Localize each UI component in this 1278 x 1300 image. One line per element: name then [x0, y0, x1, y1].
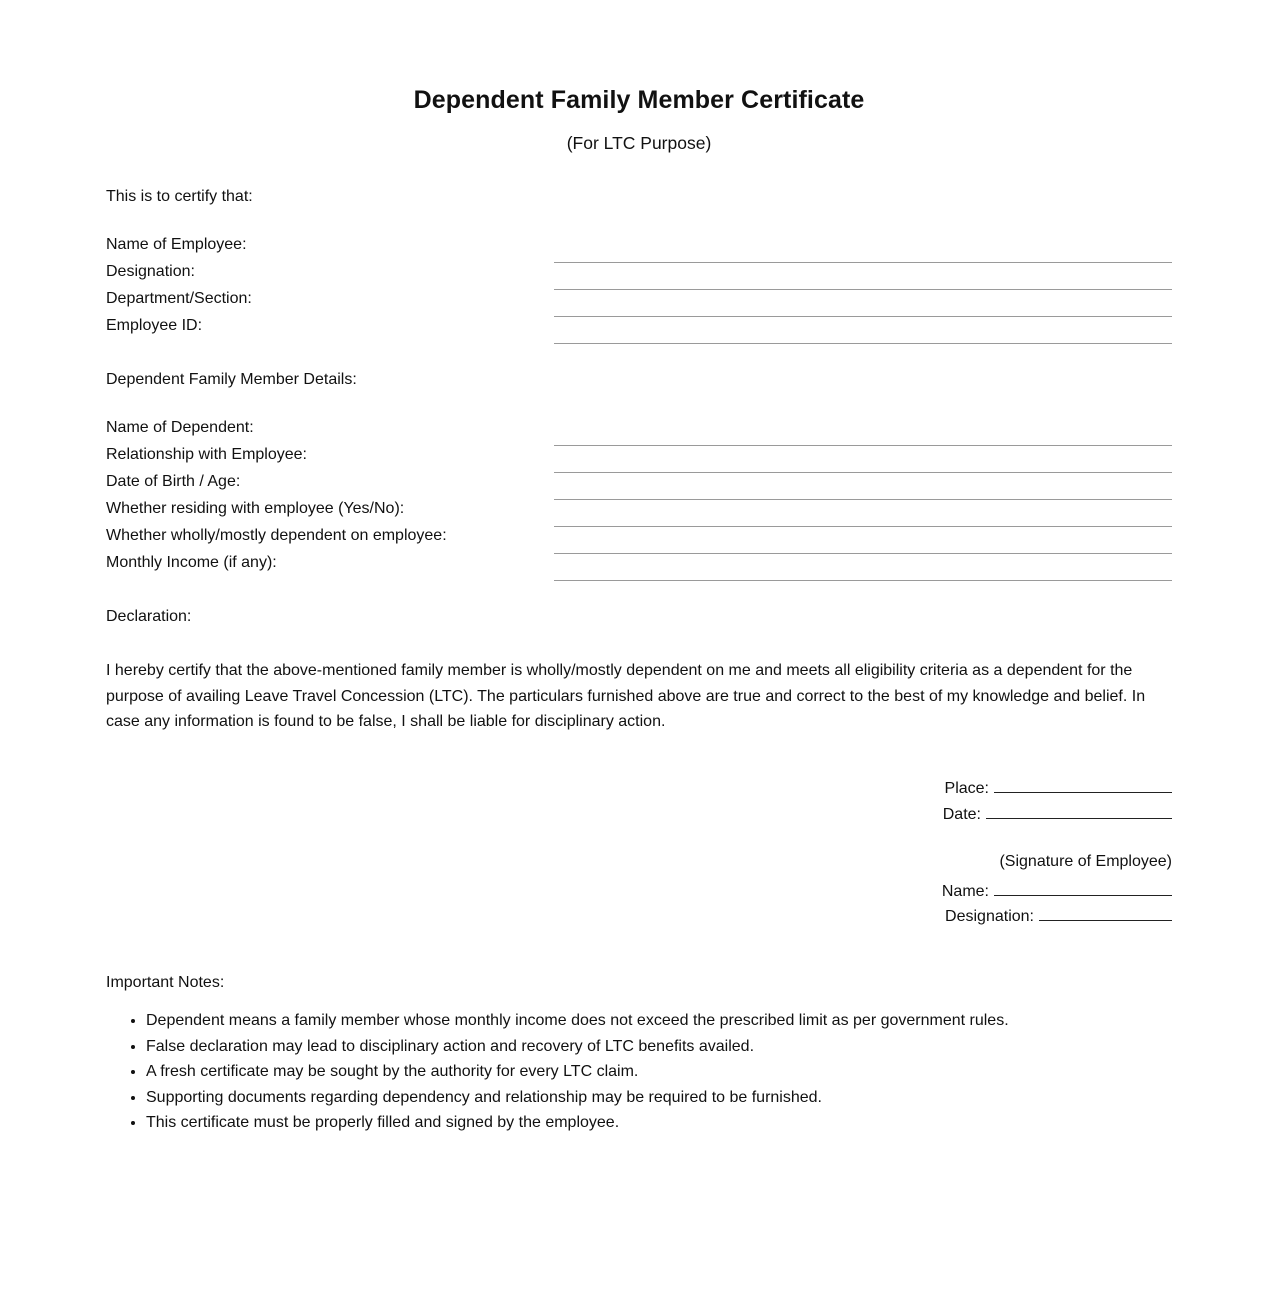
field-label: Name of Employee:: [106, 236, 247, 253]
signature-caption: (Signature of Employee): [999, 853, 1172, 870]
field-label: Designation:: [106, 263, 195, 280]
date-field: [943, 802, 1172, 824]
date-label: Date:: [942, 806, 981, 823]
employee-designation-field: [106, 263, 1172, 290]
employee-id-line[interactable]: [554, 343, 1172, 344]
dependent-income-field: [106, 554, 1172, 581]
employee-name-field: [106, 236, 1172, 263]
designation-line[interactable]: [1039, 904, 1172, 921]
designation-field: [945, 904, 1172, 926]
field-label: Department/Section:: [106, 290, 252, 307]
list-item: • This certificate must be properly filled and signed by the employee.: [146, 1110, 1009, 1136]
list-item: • Supporting documents regarding dependency and relationship may be required to be furnished.: [146, 1085, 1009, 1111]
place-line[interactable]: [994, 776, 1172, 793]
intro-text: This is to certify that:: [106, 188, 253, 205]
notes-heading: Important Notes:: [106, 974, 225, 991]
date-line[interactable]: [986, 802, 1172, 819]
dependent-relationship-field: [106, 446, 1172, 473]
declaration-text: I hereby certify that the above-mentioned family member is wholly/mostly dependent on me and meets all eligibility criteria as a dependent for the purpose of availing Leave Travel Concession (LTC). The particulars furnished above are true and correct to the best of my knowledge and belief. In case any information is found to be false, I shall be liable for disciplinary action.: [106, 662, 1146, 730]
notes-list: [106, 1008, 1009, 1136]
place-field: [945, 776, 1172, 798]
name-label: Name:: [941, 883, 989, 900]
dependent-dob-field: [106, 473, 1172, 500]
field-label: Date of Birth / Age:: [106, 473, 241, 490]
name-field: [942, 879, 1172, 901]
declaration-heading: Declaration:: [106, 608, 192, 625]
field-label: Employee ID:: [106, 317, 203, 334]
field-label: Name of Dependent:: [106, 419, 254, 436]
list-item: • Dependent means a family member whose monthly income does not exceed the prescribed limit as per government rules.: [146, 1008, 1009, 1034]
list-item: • False declaration may lead to disciplinary action and recovery of LTC benefits availed.: [146, 1034, 1009, 1060]
field-label: Monthly Income (if any):: [106, 554, 277, 571]
page-title: Dependent Family Member Certificate: [413, 86, 865, 114]
employee-id-field: [106, 317, 1172, 344]
name-line[interactable]: [994, 879, 1172, 896]
designation-label: Designation:: [945, 908, 1034, 925]
dependent-dependency-field: [106, 527, 1172, 554]
field-label: Relationship with Employee:: [106, 446, 307, 463]
field-label: Whether wholly/mostly dependent on employee:: [106, 527, 447, 544]
field-label: Whether residing with employee (Yes/No):: [106, 500, 405, 517]
page-subtitle: (For LTC Purpose): [566, 133, 712, 153]
dependent-name-field: [106, 419, 1172, 446]
dependent-residing-field: [106, 500, 1172, 527]
place-label: Place:: [944, 780, 989, 797]
dependent-income-line[interactable]: [554, 580, 1172, 581]
employee-department-field: [106, 290, 1172, 317]
list-item: • A fresh certificate may be sought by the authority for every LTC claim.: [146, 1059, 1009, 1085]
dependent-heading: Dependent Family Member Details:: [106, 371, 357, 388]
